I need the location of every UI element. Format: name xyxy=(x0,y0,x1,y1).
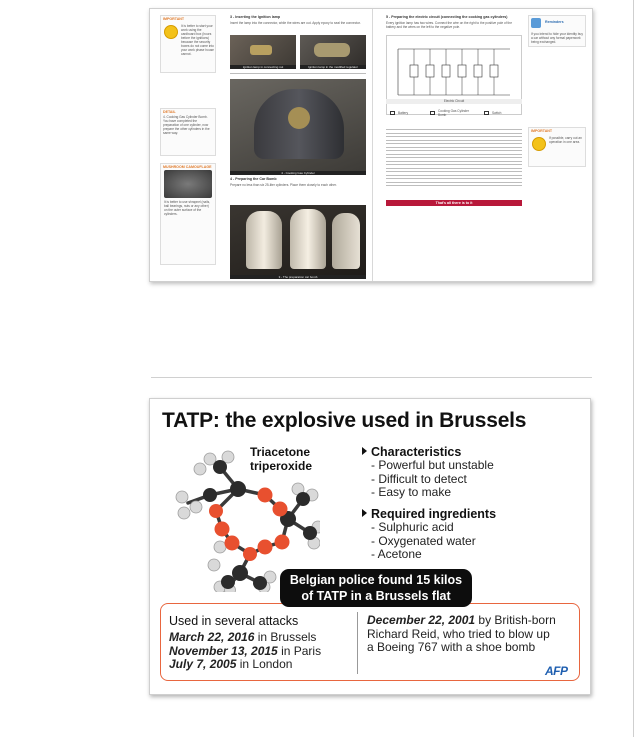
attacks-heading: Used in several attacks xyxy=(169,614,299,628)
characteristic-item: - Difficult to detect xyxy=(371,471,467,486)
attack-row xyxy=(169,631,321,645)
photo-caption: 4 - Cooking Gas Cylinder xyxy=(281,171,315,175)
banner-line-2: of TATP in a Brussels flat xyxy=(301,589,451,603)
sidebar-camouflage-box xyxy=(160,163,216,265)
photo-caption: Ignition lamp in the modified regulator xyxy=(307,65,359,69)
sidebar-text: If you intend to hide your identity buy a car without any formal paperwork being exchanged. xyxy=(531,32,583,44)
circuit-diagram xyxy=(386,35,522,115)
reid-text-1: by British-born xyxy=(475,613,556,627)
attack-place: in Paris xyxy=(277,643,322,658)
step-text: Insert the lamp into the connector, while the wires are out. Apply epoxy to seal the connector. xyxy=(230,21,361,25)
step-text: Every ignition lamp has two wires. Connect the wire on the right to the positive pole of the battery and the wires on the left to the negative pole. xyxy=(386,21,512,29)
molecule-label-line-2: triperoxide xyxy=(250,459,313,473)
text-lines xyxy=(386,129,522,189)
attack-date: March 22, 2016 xyxy=(169,630,255,644)
step-heading: 4 - Preparing the Car Bomb xyxy=(230,177,277,181)
attack-date: November 13, 2015 xyxy=(169,643,278,658)
regulator-photo xyxy=(300,35,366,69)
text-lines xyxy=(230,73,366,77)
sidebar-text: If possible, carry out an operation in one area. xyxy=(549,136,582,144)
circuit-caption: Electric Circuit xyxy=(443,99,465,103)
ingredients-heading xyxy=(362,507,496,521)
reid-line-3: a Boeing 767 with a shoe bomb xyxy=(367,640,536,654)
sidebar-text: It is better to start your work using the cardboard box (hours before the ignitions) because the security boxes do not come into your work phase house cannot. xyxy=(181,24,214,56)
legend-battery: Battery xyxy=(398,111,409,115)
sidebar-heading: DETAIL xyxy=(163,110,176,114)
ingredient-item: - Oxygenated water xyxy=(371,533,476,548)
ingredient-item: - Sulphuric acid xyxy=(371,520,454,534)
bullet-triangle-icon xyxy=(362,509,367,517)
sidebar-important-box-2 xyxy=(528,127,586,167)
sidebar-reminders-box xyxy=(528,15,586,47)
circuit-legend xyxy=(390,109,520,121)
characteristic-item: - Easy to make xyxy=(371,485,452,500)
reid-line-1 xyxy=(367,614,556,628)
sidebar-heading: MUSHROOM CAMOUFLAGE xyxy=(163,165,212,169)
cylinder-shape xyxy=(246,211,282,269)
connector-shape xyxy=(250,45,272,55)
attacks-list xyxy=(169,614,321,672)
cylinder-shape xyxy=(332,213,360,269)
characteristics-section xyxy=(362,445,494,500)
ingredients-section xyxy=(362,507,496,562)
photo-caption: 3 - The preparation car bomb xyxy=(278,275,318,279)
photo-caption: Ignition lamp in connecting nut xyxy=(242,65,284,69)
footer-bar: That's all there is to it xyxy=(386,200,522,206)
attacks-divider xyxy=(357,612,358,674)
characteristics-heading xyxy=(362,445,494,459)
battery-icon xyxy=(390,111,395,115)
shrapnel-photo xyxy=(164,170,212,198)
lamp-photo xyxy=(230,35,296,69)
reid-attack-note xyxy=(367,614,556,655)
infographic-title: TATP: the explosive used in Brussels xyxy=(162,409,527,432)
police-banner xyxy=(280,569,472,607)
switch-icon xyxy=(484,111,489,115)
sidebar-heading: IMPORTANT xyxy=(163,17,185,21)
cylinder-icon xyxy=(430,111,435,115)
characteristic-item: - Powerful but unstable xyxy=(371,458,494,472)
sidebar-detail-box xyxy=(160,108,216,156)
legend-switch: Switch xyxy=(492,111,502,115)
sidebar-text: 4. Cooking Gas Cylinder Bomb. You have completed the preparation of one cylinder, now prepare the other cylinders in the same way. xyxy=(163,115,210,135)
reid-date: December 22, 2001 xyxy=(367,613,476,627)
afp-logo: AFP xyxy=(545,664,568,678)
banner-line-1: Belgian police found 15 kilos xyxy=(289,573,463,587)
page-edge-rule xyxy=(633,0,634,737)
step-heading: 5 - Preparing the electric circuit (connecting the cooking gas cylinders) xyxy=(386,15,508,19)
ingredient-item: - Acetone xyxy=(371,547,422,562)
folder-icon xyxy=(531,18,541,28)
tatp-infographic xyxy=(149,398,591,695)
bullet-triangle-icon xyxy=(362,447,367,455)
reid-line-2: Richard Reid, who tried to blow up xyxy=(367,626,550,641)
step-text: Prepare no less than six 25-liter cylinders. Place them closely to each other. xyxy=(230,183,337,187)
attack-date: July 7, 2005 xyxy=(169,657,237,671)
cylinder-shape xyxy=(290,209,326,269)
sidebar-heading: IMPORTANT xyxy=(531,129,553,133)
attack-row xyxy=(169,658,321,672)
regulator-shape xyxy=(314,43,350,57)
attack-place: in London xyxy=(236,657,293,671)
sidebar-text: It is better to use shrapnel (nails, ball bearings, nuts or any other) on the outer surface of the cylinders. xyxy=(164,200,211,216)
characteristics-heading-text: Characteristics xyxy=(371,445,462,459)
legend-cylinder: Cooking Gas Cylinder Bomb xyxy=(438,109,470,117)
molecule-label-line-1: Triacetone xyxy=(250,445,311,459)
page-fold xyxy=(372,9,373,281)
manual-spread-image xyxy=(149,8,593,282)
ingredients-heading-text: Required ingredients xyxy=(371,507,497,521)
car-bomb-photo xyxy=(230,205,366,279)
attack-row xyxy=(169,645,321,659)
sidebar-heading: Reminders xyxy=(545,20,564,24)
valve-shape xyxy=(288,107,310,129)
warning-icon xyxy=(164,25,178,39)
sidebar-important-box xyxy=(160,15,216,73)
warning-icon xyxy=(532,137,546,151)
step-heading: 3 - Inserting the Ignition lamp xyxy=(230,15,281,19)
attack-place: in Brussels xyxy=(254,630,317,644)
section-divider xyxy=(151,377,592,378)
attacks-box xyxy=(160,603,580,681)
gas-cylinder-photo xyxy=(230,79,366,175)
